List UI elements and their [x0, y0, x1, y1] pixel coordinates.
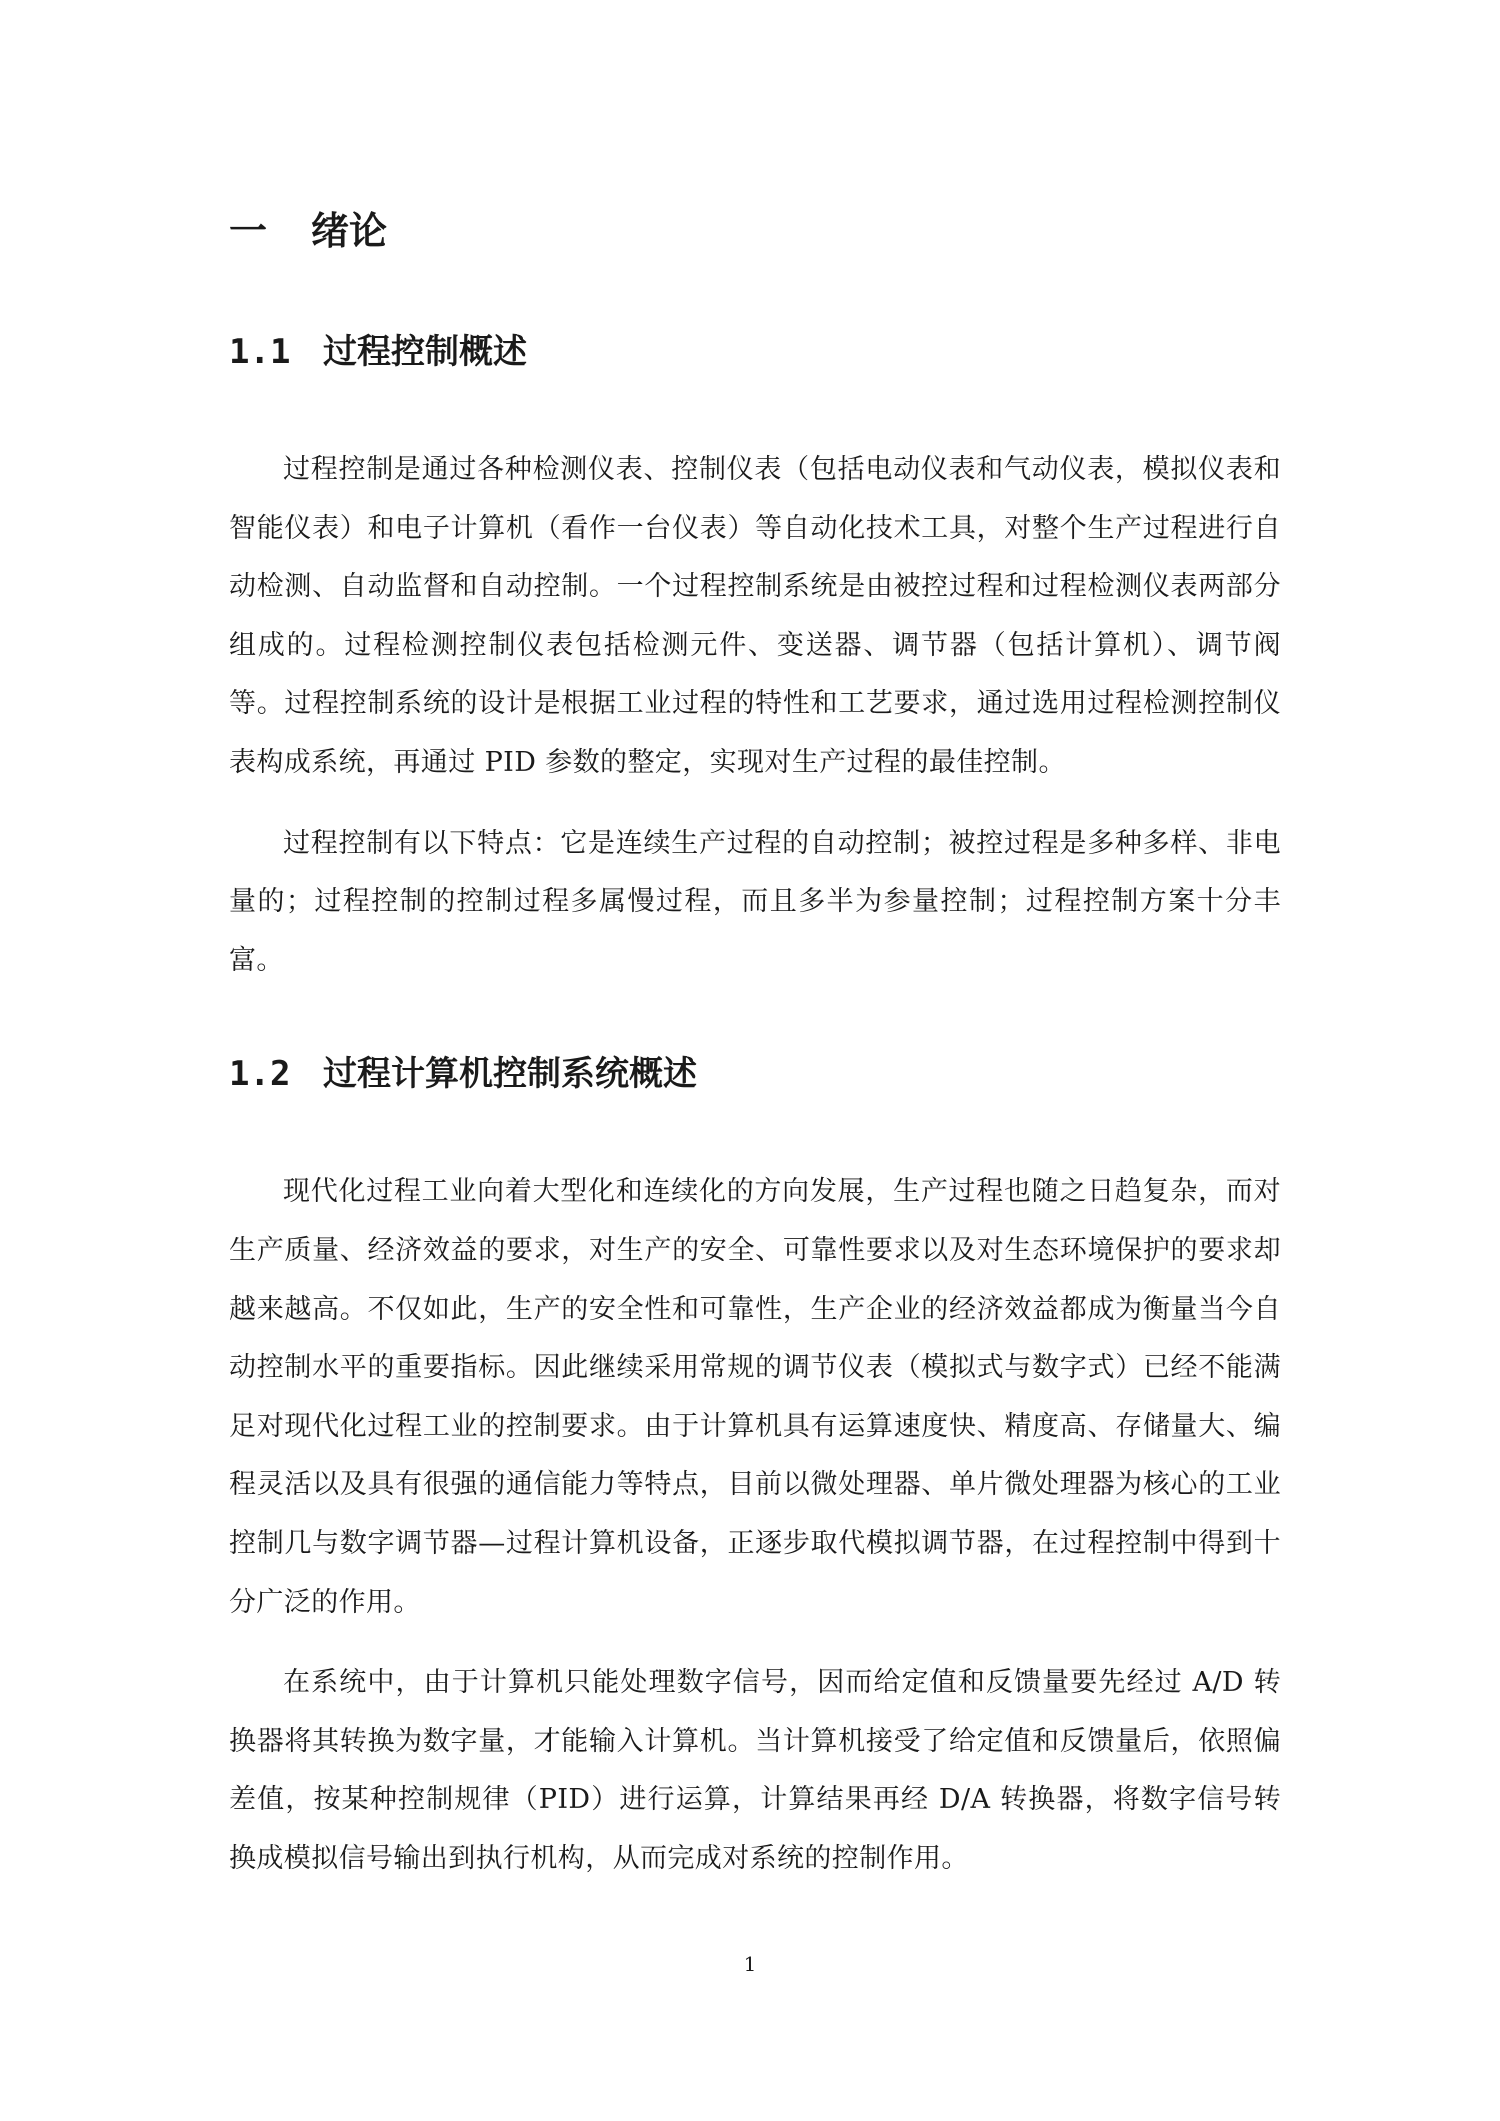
paragraph: 过程控制是通过各种检测仪表、控制仪表（包括电动仪表和气动仪表，模拟仪表和智能仪表）和电子计算机（看作一台仪表）等自动化技术工具，对整个生产过程进行自动检测、自动监督和自动控制。一个过程控制系统是由被控过程和过程检测仪表两部分组成的。过程检测控制仪表包括检测元件、变送器、调节器（包括计算机）、调节阀等。过程控制系统的设计是根据工业过程的特性和工艺要求，通过选用过程检测控制仪表构成系统，再通过 PID 参数的整定，实现对生产过程的最佳控制。	[229, 454, 1281, 778]
page-content	[229, 205, 1281, 1888]
section-heading-1-2	[229, 1050, 1281, 1098]
chapter-title: 绪论	[311, 209, 388, 253]
paragraph: 过程控制有以下特点：它是连续生产过程的自动控制；被控过程是多种多样、非电量的；过程控制的控制过程多属慢过程，而且多半为参量控制；过程控制方案十分丰富。	[229, 827, 1281, 976]
chapter-number: 一	[229, 209, 268, 253]
chapter-heading	[229, 205, 1281, 257]
section-title: 过程计算机控制系统概述	[323, 1054, 697, 1095]
section-number: 1.2	[229, 1054, 291, 1095]
section-title: 过程控制概述	[323, 332, 527, 372]
paragraph: 在系统中，由于计算机只能处理数字信号，因而给定值和反馈量要先经过 A/D 转换器将其转换为数字量，才能输入计算机。当计算机接受了给定值和反馈量后，依照偏差值，按某种控制规律（PID）进行运算，计算结果再经 D/A 转换器，将数字信号转换成模拟信号输出到执行机构，从而完成对系统的控制作用。	[229, 1667, 1281, 1874]
section-heading-1-1	[229, 328, 1281, 376]
section-number: 1.1	[229, 332, 291, 372]
page-number: 1	[743, 1952, 757, 1976]
paragraph: 现代化过程工业向着大型化和连续化的方向发展，生产过程也随之日趋复杂，而对生产质量、经济效益的要求，对生产的安全、可靠性要求以及对生态环境保护的要求却越来越高。不仅如此，生产的安全性和可靠性，生产企业的经济效益都成为衡量当今自动控制水平的重要指标。因此继续采用常规的调节仪表（模拟式与数字式）已经不能满足对现代化过程工业的控制要求。由于计算机具有运算速度快、精度高、存储量大、编程灵活以及具有很强的通信能力等特点，目前以微处理器、单片微处理器为核心的工业控制几与数字调节器—过程计算机设备，正逐步取代模拟调节器，在过程控制中得到十分广泛的作用。	[229, 1176, 1281, 1618]
